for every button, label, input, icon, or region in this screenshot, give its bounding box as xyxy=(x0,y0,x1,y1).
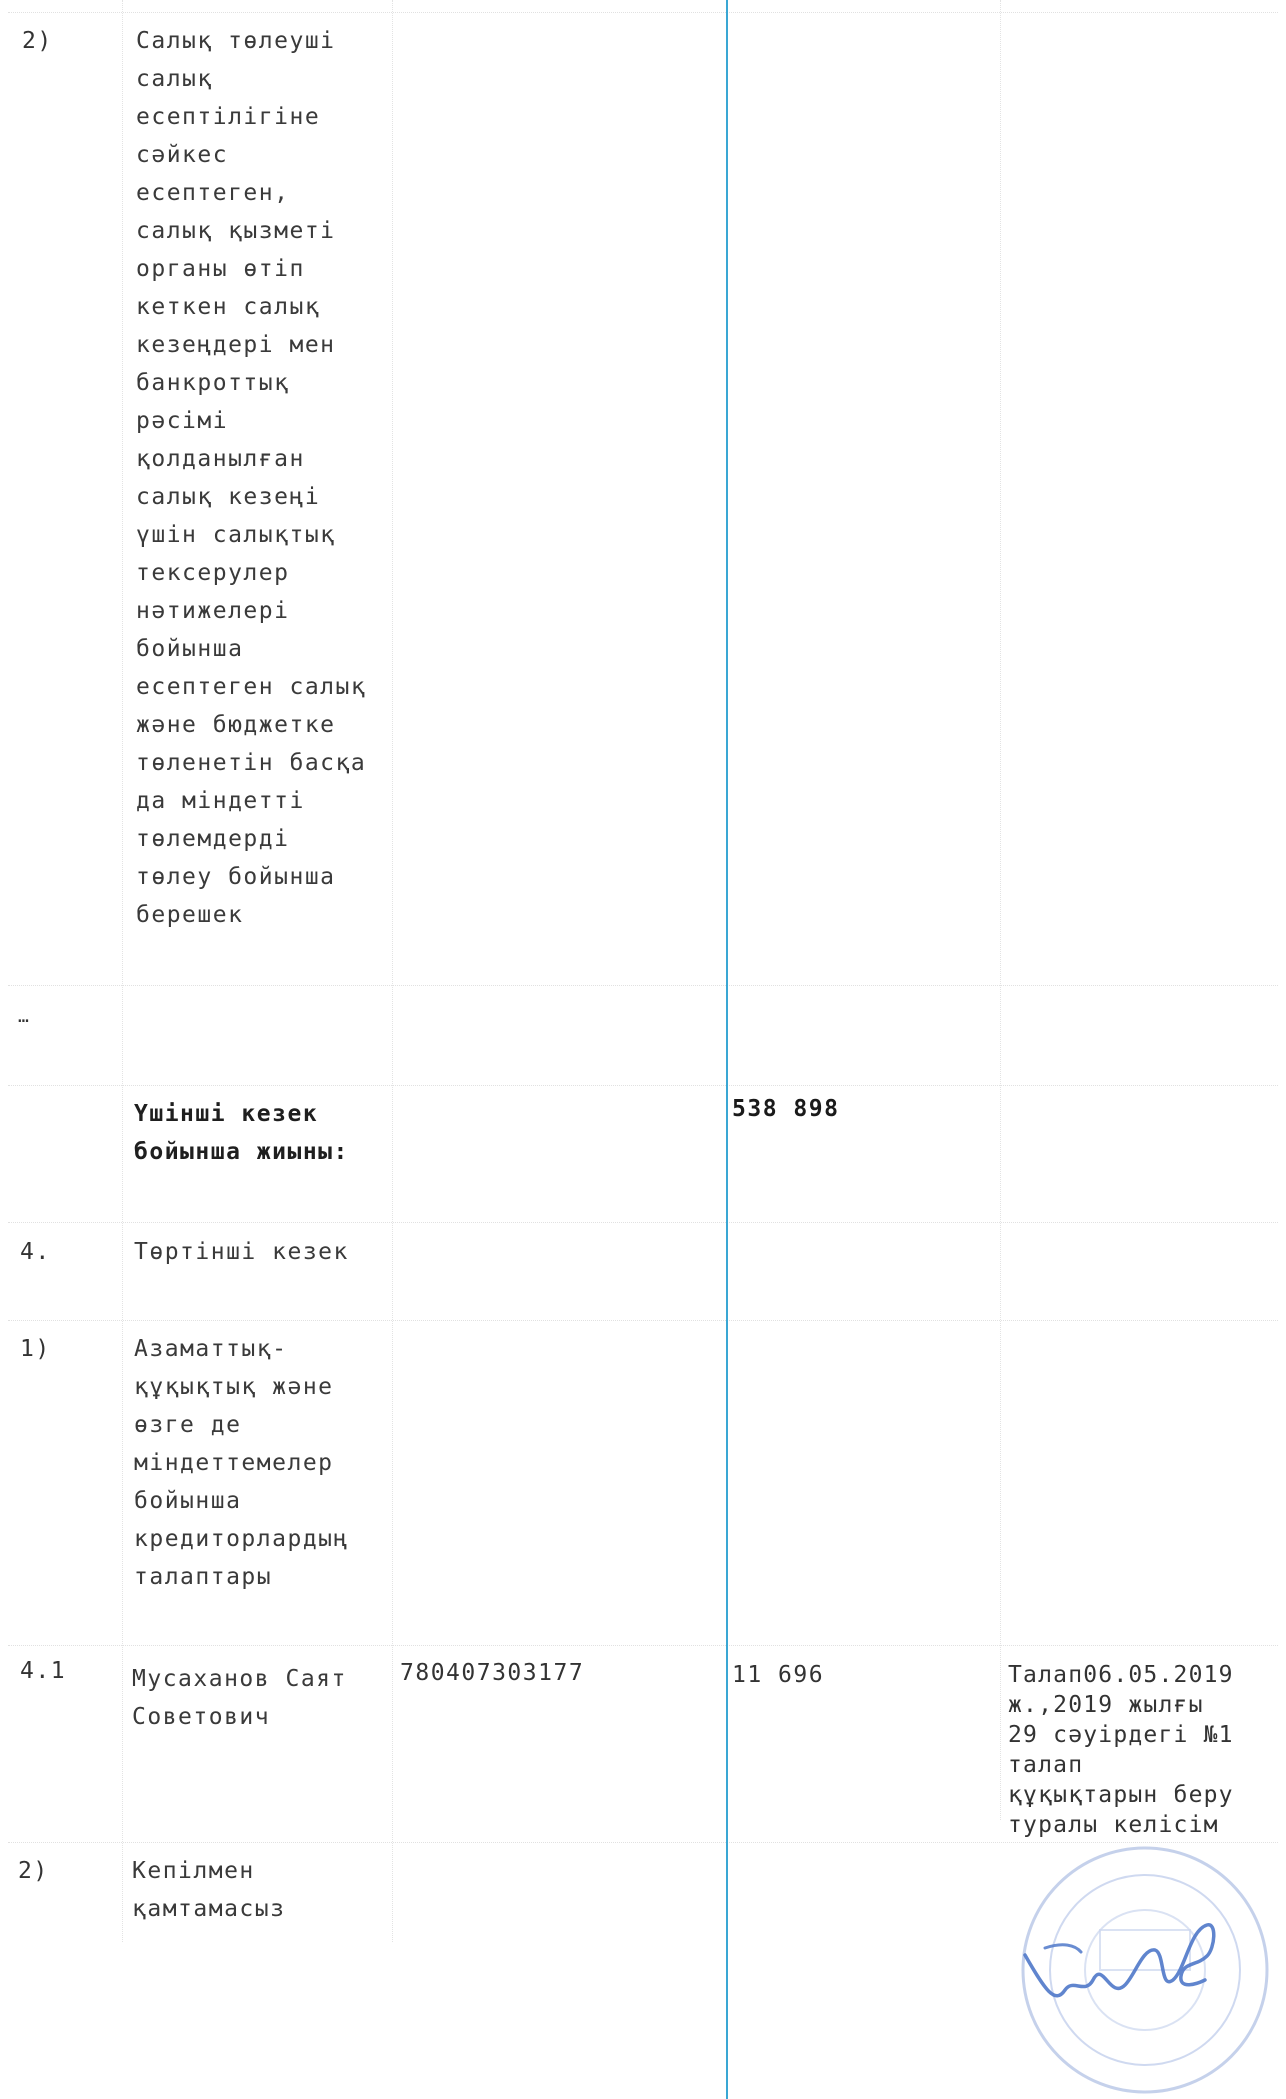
row-separator xyxy=(8,985,1278,986)
ellipsis: … xyxy=(18,1006,31,1027)
tax-arrears-line: салық қызметі xyxy=(136,218,336,244)
note-line: Талап06.05.2019 xyxy=(1008,1662,1234,1688)
queue-title: Төртінші кезек xyxy=(134,1239,349,1265)
tax-arrears-line: есептілігіне xyxy=(136,104,321,130)
tax-arrears-line: есептеген салық xyxy=(136,674,367,700)
tax-arrears-line: төленетін басқа xyxy=(136,750,367,776)
tax-arrears-line: органы өтіп xyxy=(136,256,305,282)
row-separator xyxy=(8,1222,1278,1223)
civil-claims-line: кредиторлардың xyxy=(134,1526,349,1552)
tax-arrears-line: төлемдерді xyxy=(136,826,290,852)
tax-arrears-line: салық xyxy=(136,66,213,92)
row-name-secured xyxy=(132,1852,402,1928)
total-third-queue-label xyxy=(134,1095,404,1171)
column-separator xyxy=(1000,0,1001,1820)
tax-arrears-line: Салық төлеуші xyxy=(136,28,336,54)
civil-claims-line: бойынша xyxy=(134,1488,242,1514)
total-third-queue-amount: 538 898 xyxy=(732,1096,840,1122)
creditor-name xyxy=(132,1660,402,1736)
civil-claims-line: өзге де xyxy=(134,1412,242,1438)
stamp-seal-icon xyxy=(985,1830,1285,2095)
tax-arrears-line: тексерулер xyxy=(136,560,290,586)
row-separator xyxy=(8,1320,1278,1321)
creditor-amount: 11 696 xyxy=(732,1662,825,1688)
tax-arrears-line: нәтижелері xyxy=(136,598,290,624)
tax-arrears-line: рәсімі xyxy=(136,408,229,434)
tax-arrears-line: және бюджетке xyxy=(136,712,336,738)
creditor-iin: 780407303177 xyxy=(400,1660,585,1686)
row-name-civil-claims xyxy=(134,1330,404,1596)
total-label-line: Үшінші кезек xyxy=(134,1101,319,1127)
creditor-name-line: Мусаханов Саят xyxy=(132,1666,347,1692)
tax-arrears-line: да міндетті xyxy=(136,788,305,814)
secured-line: қамтамасыз xyxy=(132,1896,286,1922)
tax-arrears-line: кезеңдері мен xyxy=(136,332,336,358)
queue-number: 4. xyxy=(20,1239,51,1265)
row-name-tax-arrears xyxy=(136,22,406,934)
tax-arrears-line: кеткен салық xyxy=(136,294,321,320)
note-line: туралы келісім xyxy=(1008,1812,1219,1838)
note-line: құқықтарын беру xyxy=(1008,1782,1234,1808)
row-number: 2) xyxy=(18,1858,49,1884)
tax-arrears-line: бойынша xyxy=(136,636,244,662)
row-separator xyxy=(8,12,1278,13)
tax-arrears-line: сәйкес xyxy=(136,142,229,168)
tax-arrears-line: төлеу бойынша xyxy=(136,864,336,890)
row-number: 4.1 xyxy=(20,1658,67,1684)
creditor-note xyxy=(1008,1660,1283,1840)
tax-arrears-line: берешек xyxy=(136,902,244,928)
creditor-name-line: Советович xyxy=(132,1704,271,1730)
tax-arrears-line: үшін салықтық xyxy=(136,522,336,548)
tax-arrears-line: есептеген, xyxy=(136,180,290,206)
civil-claims-line: міндеттемелер xyxy=(134,1450,334,1476)
civil-claims-line: талаптары xyxy=(134,1564,273,1590)
civil-claims-line: құқықтық және xyxy=(134,1374,334,1400)
row-separator xyxy=(8,1645,1278,1646)
row-number: 2) xyxy=(22,28,53,54)
note-line: 29 сәуірдегі №1 xyxy=(1008,1722,1234,1748)
total-label-line: бойынша жиыны: xyxy=(134,1139,349,1165)
tax-arrears-line: қолданылған xyxy=(136,446,305,472)
row-number: 1) xyxy=(20,1336,51,1362)
column-highlight-line xyxy=(726,0,728,2099)
note-line: талап xyxy=(1008,1752,1084,1778)
column-separator xyxy=(122,0,123,1942)
secured-line: Кепілмен xyxy=(132,1858,255,1884)
row-separator xyxy=(8,1085,1278,1086)
tax-arrears-line: салық кезеңі xyxy=(136,484,321,510)
civil-claims-line: Азаматтық- xyxy=(134,1336,288,1362)
note-line: ж.,2019 жылғы xyxy=(1008,1692,1204,1718)
tax-arrears-line: банкроттық xyxy=(136,370,290,396)
